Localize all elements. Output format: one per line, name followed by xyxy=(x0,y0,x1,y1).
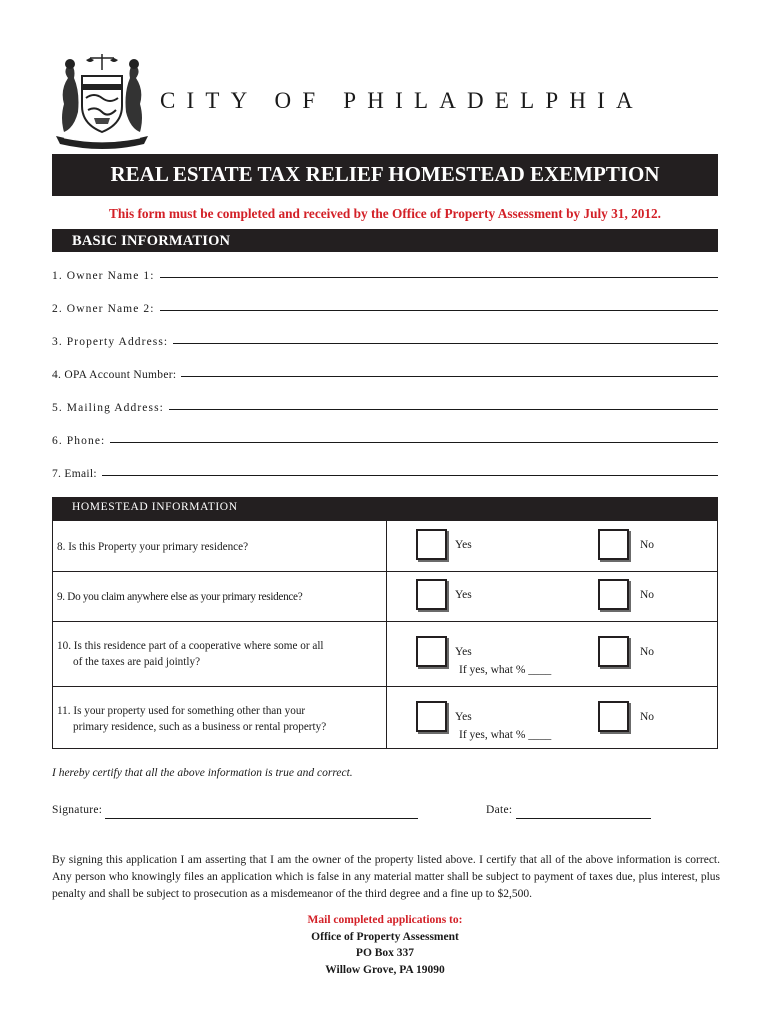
q8-yes-checkbox[interactable] xyxy=(416,529,447,560)
email-input[interactable] xyxy=(102,474,718,476)
q8-yes-label: Yes xyxy=(455,539,472,551)
signature-input[interactable] xyxy=(105,818,418,819)
field-label: 5. Mailing Address: xyxy=(52,402,164,414)
question-10 xyxy=(57,638,324,670)
field-label: 3. Property Address: xyxy=(52,336,169,348)
field-label: 6. Phone: xyxy=(52,435,106,447)
mailing-address-block xyxy=(185,912,585,978)
mailing-address-input[interactable] xyxy=(169,408,718,410)
q9-no-checkbox[interactable] xyxy=(598,579,629,610)
phone-input[interactable] xyxy=(110,441,718,443)
opa-account-number-input[interactable] xyxy=(181,375,718,377)
question-8 xyxy=(57,539,248,555)
q10-yes-label: Yes xyxy=(455,646,472,658)
opa-account-number-field[interactable] xyxy=(52,361,718,381)
field-label: 1. Owner Name 1: xyxy=(52,270,155,282)
mailing-heading: Mail completed applications to: xyxy=(307,914,463,926)
certification-statement: I hereby certify that all the above information is true and correct. xyxy=(52,767,353,779)
q8-no-checkbox[interactable] xyxy=(598,529,629,560)
q10-yes-checkbox[interactable] xyxy=(416,636,447,667)
property-address-field[interactable] xyxy=(52,328,718,348)
q10-percent-field[interactable]: If yes, what % ____ xyxy=(459,664,552,676)
q11-yes-checkbox[interactable] xyxy=(416,701,447,732)
field-label: 7. Email: xyxy=(52,468,97,480)
question-text: 11. Is your property used for something other than your xyxy=(57,705,306,717)
q9-no-label: No xyxy=(640,589,655,601)
basic-information-title: BASIC INFORMATION xyxy=(72,233,231,249)
question-text: 8. Is this Property your primary residence? xyxy=(57,541,249,553)
owner-name-2-input[interactable] xyxy=(160,309,718,311)
question-text-continued: primary residence, such as a business or rental property? xyxy=(73,721,327,733)
disclaimer-text: By signing this application I am asserting that I am the owner of the property listed above. I certify that all of the above information is correct. Any person who knowingly files an application which is false in any material matter shall be subject to payment of taxes due, plus interest, plus penalty and shall be subject to prosecution as a misdemeanor of the third degree and a fine up to $2,500. xyxy=(52,854,720,900)
q11-percent-field[interactable]: If yes, what % ____ xyxy=(459,729,552,741)
owner-name-2-field[interactable] xyxy=(52,295,718,315)
deadline-notice: This form must be completed and received by the Office of Property Assessment by July 31, 2012. xyxy=(108,206,662,221)
owner-name-1-input[interactable] xyxy=(160,276,718,278)
q9-yes-checkbox[interactable] xyxy=(416,579,447,610)
q10-no-checkbox[interactable] xyxy=(598,636,629,667)
email-field[interactable] xyxy=(52,460,718,480)
q8-no-label: No xyxy=(640,539,655,551)
q9-yes-label: Yes xyxy=(455,589,472,601)
question-text: 9. Do you claim anywhere else as your primary residence? xyxy=(57,591,303,603)
city-seal-icon xyxy=(50,48,154,152)
q10-no-label: No xyxy=(640,646,655,658)
property-address-input[interactable] xyxy=(173,342,718,344)
city-title: CITY OF PHILADELPHIA xyxy=(160,88,644,113)
date-label: Date: xyxy=(486,804,513,816)
owner-name-1-field[interactable] xyxy=(52,262,718,282)
q11-yes-label: Yes xyxy=(455,711,472,723)
field-label: 4. OPA Account Number: xyxy=(52,369,177,381)
row-divider xyxy=(53,571,717,572)
q11-no-label: No xyxy=(640,711,655,723)
date-input[interactable] xyxy=(516,818,651,819)
question-9 xyxy=(57,589,302,605)
question-text-continued: of the taxes are paid jointly? xyxy=(73,656,201,668)
mailing-office: Office of Property Assessment xyxy=(311,930,459,943)
question-text: 10. Is this residence part of a cooperative where some or all xyxy=(57,640,324,652)
q11-no-checkbox[interactable] xyxy=(598,701,629,732)
row-divider xyxy=(53,621,717,622)
question-11 xyxy=(57,703,326,735)
field-label: 2. Owner Name 2: xyxy=(52,303,155,315)
homestead-information-title: HOMESTEAD INFORMATION xyxy=(72,501,238,513)
row-divider xyxy=(53,686,717,687)
mailing-city: Willow Grove, PA 19090 xyxy=(325,963,445,976)
mailing-po-box: PO Box 337 xyxy=(355,947,415,959)
signature-label: Signature: xyxy=(52,804,103,816)
column-divider xyxy=(386,521,387,748)
form-title: REAL ESTATE TAX RELIEF HOMESTEAD EXEMPTION xyxy=(110,162,660,186)
mailing-address-field[interactable] xyxy=(52,394,718,414)
phone-field[interactable] xyxy=(52,427,718,447)
